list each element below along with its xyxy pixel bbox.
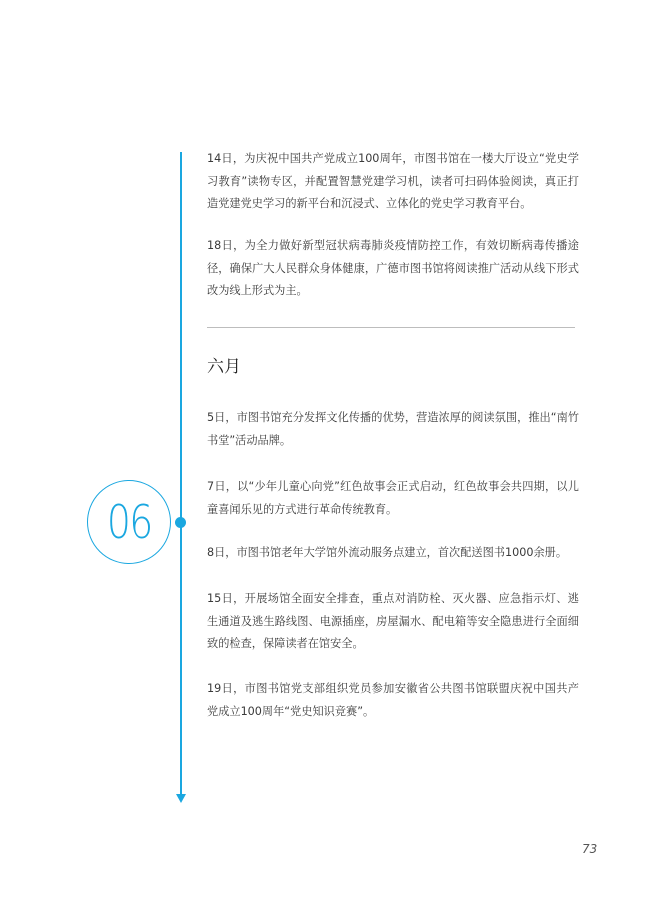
month-heading: 六月 — [207, 357, 241, 377]
entry-june-15: 15日，开展场馆全面安全排查，重点对消防栓、灭火器、应急指示灯、逃生通道及逃生路线图、电源插座，房屋漏水、配电箱等安全隐患进行全面细致的检查，保障读者在馆安全。 — [207, 592, 579, 650]
timeline-dot — [175, 517, 186, 528]
timeline-line — [180, 152, 182, 797]
month-badge — [87, 480, 171, 564]
entry-june-19: 19日，市图书馆党支部组织党员参加安徽省公共图书馆联盟庆祝中国共产党成立100周年“党史知识竞赛”。 — [207, 682, 579, 718]
entry-may-18: 18日，为全力做好新型冠状病毒肺炎疫情防控工作，有效切断病毒传播途径，确保广大人民群众身体健康，广德市图书馆将阅读推广活动从线下形式改为线上形式为主。 — [207, 239, 579, 297]
entry-may-14: 14日，为庆祝中国共产党成立100周年，市图书馆在一楼大厅设立“党史学习教育”读物专区，并配置智慧党建学习机，读者可扫码体验阅读，真正打造党建党史学习的新平台和沉浸式、立体化的党史学习教育平台。 — [207, 152, 579, 210]
page-number: 73 — [582, 842, 598, 856]
timeline-arrow-icon — [176, 794, 186, 803]
month-number: 06 — [106, 495, 152, 549]
entry-june-7: 7日，以“少年儿童心向党”红色故事会正式启动，红色故事会共四期，以儿童喜闻乐见的方式进行革命传统教育。 — [207, 480, 579, 516]
entry-june-8: 8日，市图书馆老年大学馆外流动服务点建立，首次配送图书1000余册。 — [207, 546, 568, 559]
entry-june-5: 5日，市图书馆充分发挥文化传播的优势，营造浓厚的阅读氛围，推出“南竹书堂”活动品牌。 — [207, 411, 579, 447]
section-divider — [207, 327, 575, 328]
